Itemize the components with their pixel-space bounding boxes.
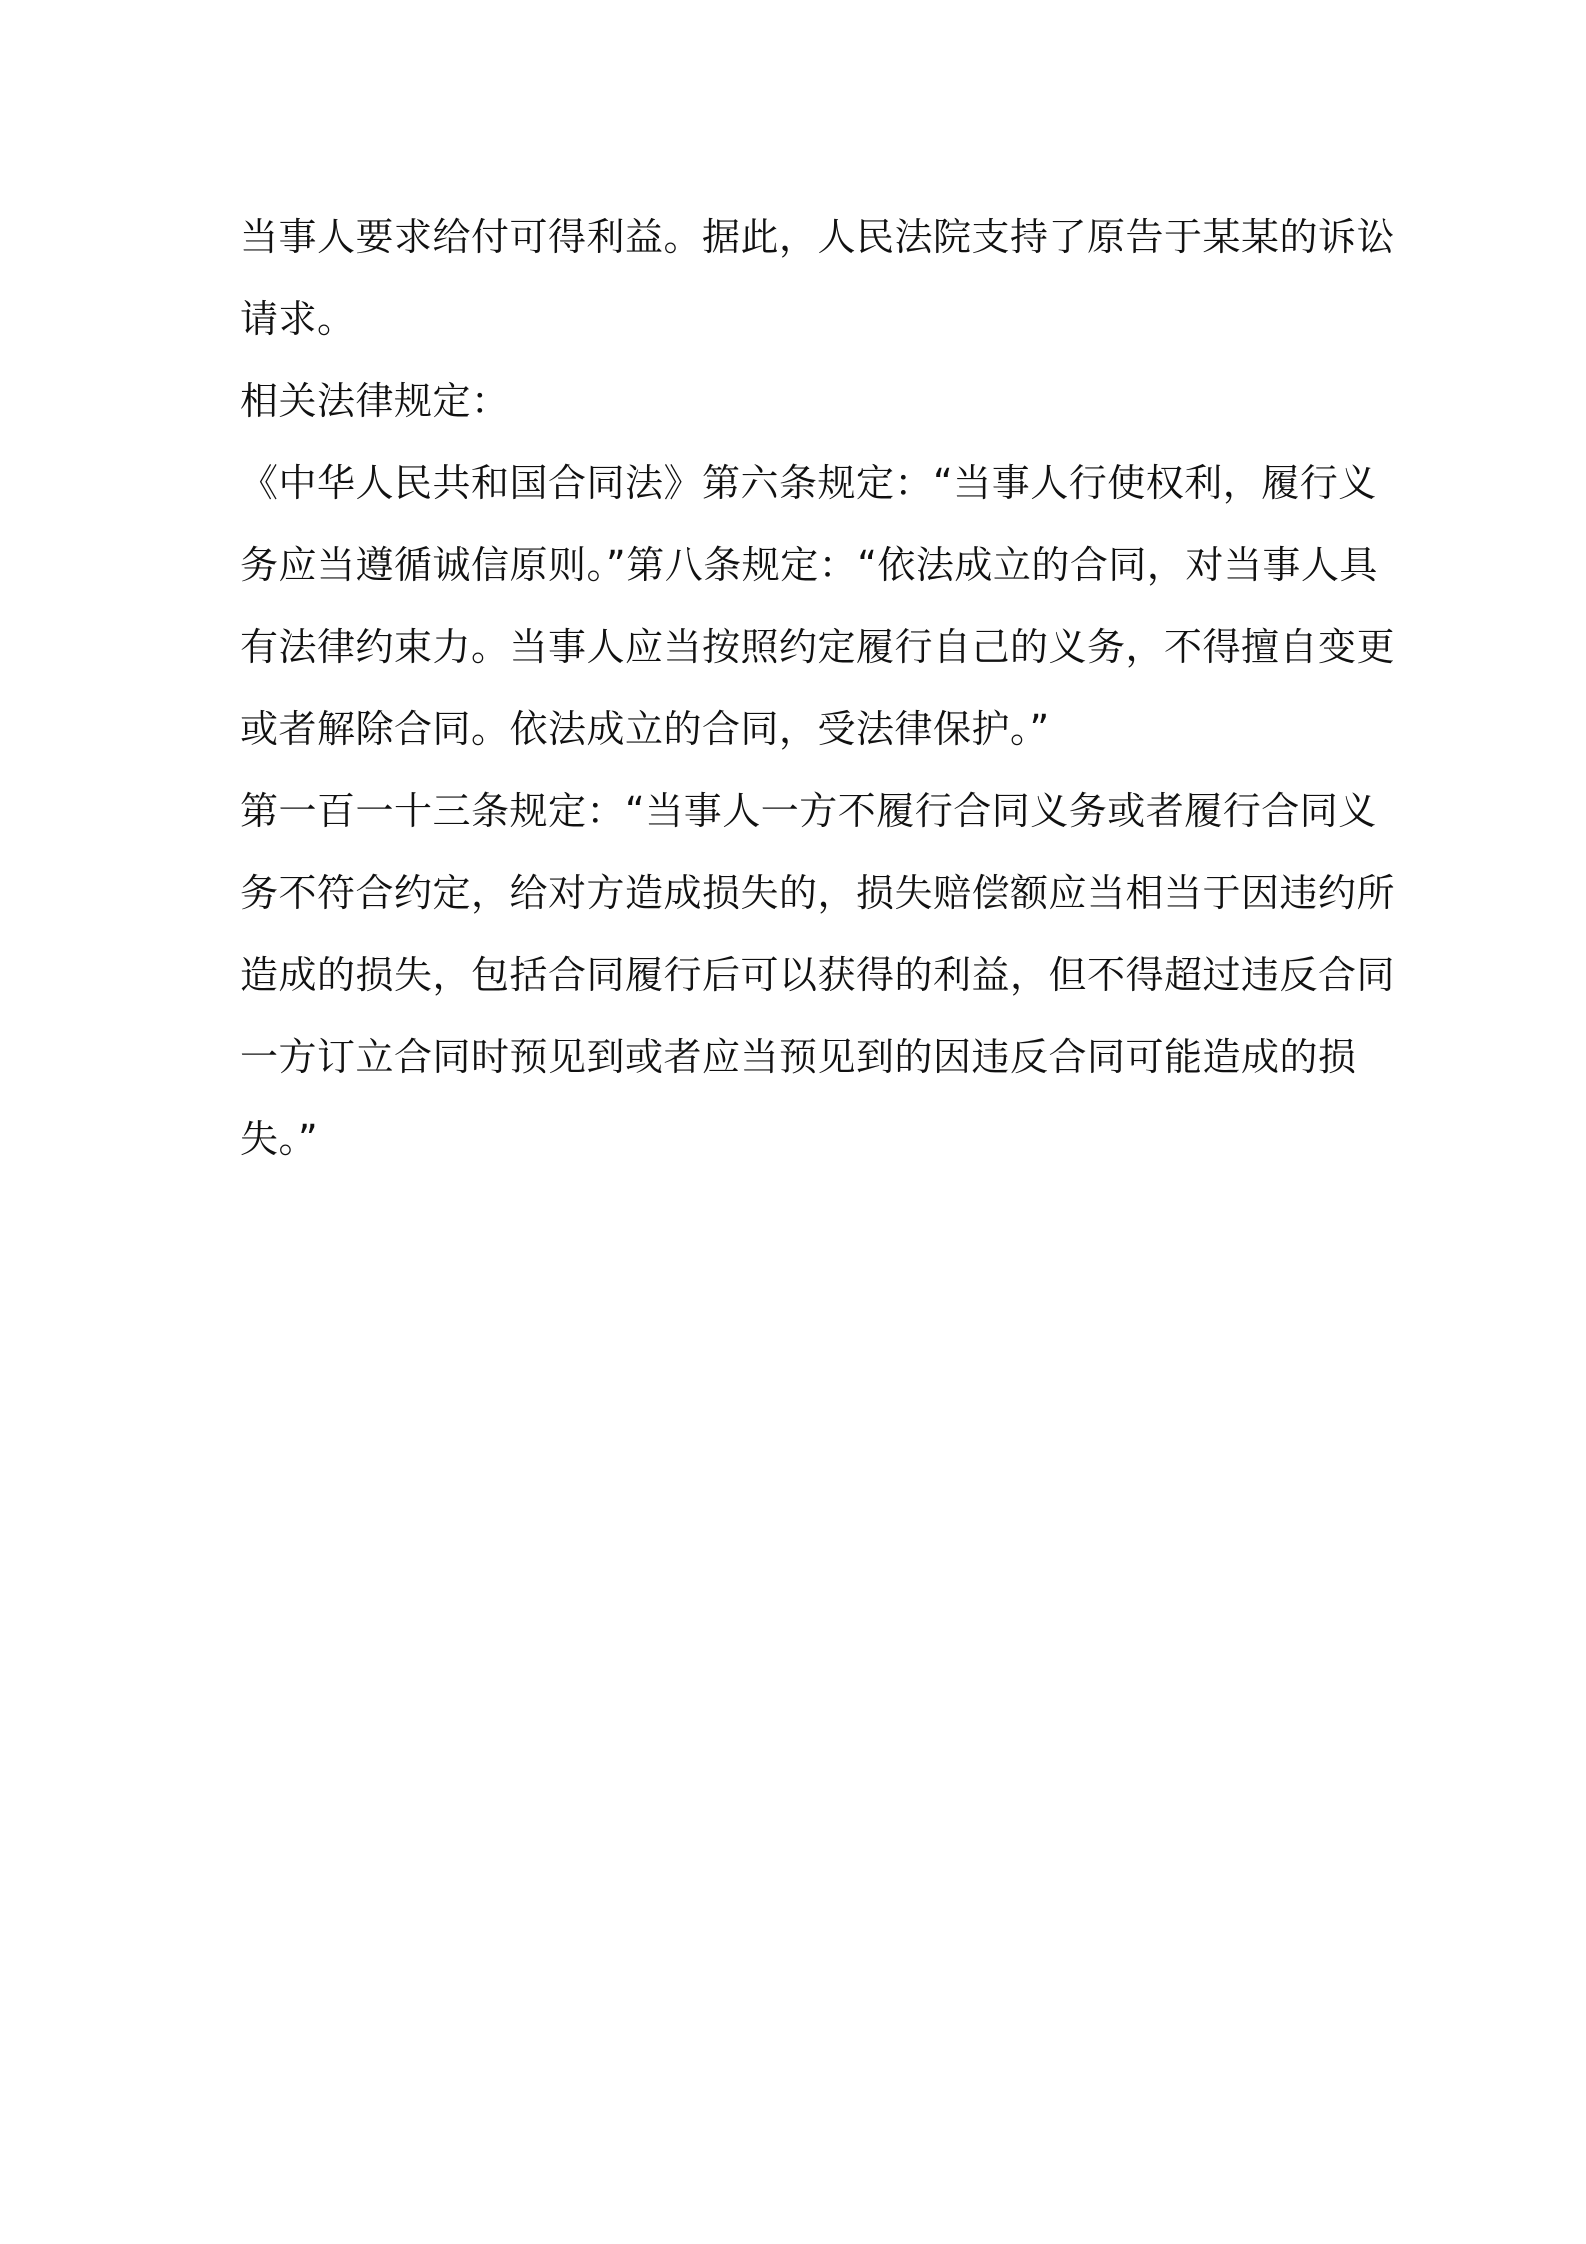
text-line: 一方订立合同时预见到或者应当预见到的因违反合同可能造成的损 (240, 1035, 1357, 1079)
text-line: 造成的损失，包括合同履行后可以获得的利益，但不得超过违反合同 (240, 953, 1396, 997)
document-body (240, 196, 1396, 1180)
section-heading: 相关法律规定： (240, 379, 510, 423)
text-line: 失。” (240, 1117, 319, 1161)
text-line: 有法律约束力。当事人应当按照约定履行自己的义务，不得擅自变更 (240, 625, 1396, 669)
text-line: 务不符合约定，给对方造成损失的，损失赔偿额应当相当于因违约所 (240, 871, 1396, 915)
paragraph-ruling-conclusion (240, 196, 1396, 360)
paragraph-contract-law-articles-6-8 (240, 442, 1396, 770)
text-line: 或者解除合同。依法成立的合同，受法律保护。” (240, 707, 1050, 751)
text-line: 《中华人民共和国合同法》第六条规定：“当事人行使权利，履行义 (240, 461, 1377, 505)
text-line: 务应当遵循诚信原则。”第八条规定：“依法成立的合同，对当事人具 (240, 543, 1378, 587)
text-line: 请求。 (240, 297, 356, 341)
text-line: 第一百一十三条规定：“当事人一方不履行合同义务或者履行合同义 (240, 789, 1377, 833)
text-line: 当事人要求给付可得利益。据此，人民法院支持了原告于某某的诉讼 (240, 215, 1396, 259)
paragraph-contract-law-article-113 (240, 770, 1396, 1180)
paragraph-heading-related-laws (240, 360, 1370, 442)
